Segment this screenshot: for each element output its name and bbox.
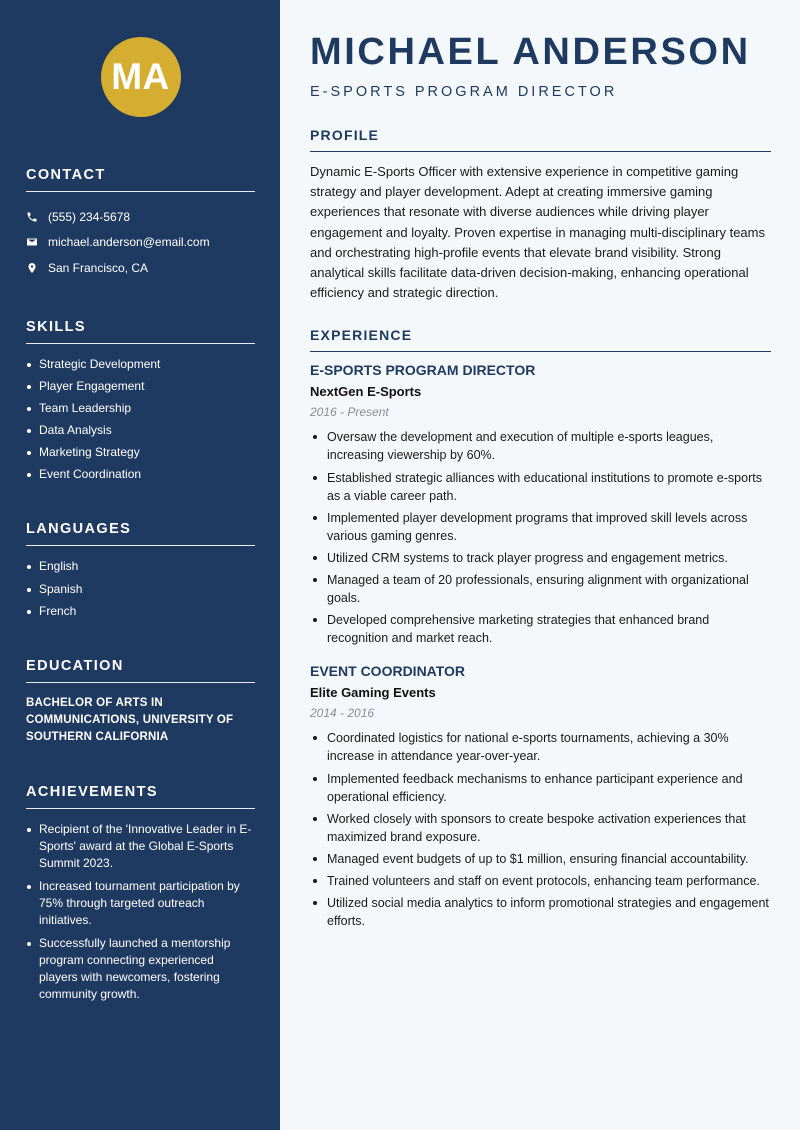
job-bullet: Oversaw the development and execution of multiple e-sports leagues, increasing viewership by 60%. xyxy=(310,428,771,464)
job-bullet: Worked closely with sponsors to create bespoke activation experiences that maximized brand exposure. xyxy=(310,810,771,846)
skill-item: Player Engagement xyxy=(26,378,255,395)
profile-section xyxy=(310,127,771,303)
job-entry xyxy=(310,362,771,647)
achievement-item: Increased tournament participation by 75% through targeted outreach initiatives. xyxy=(26,878,255,929)
profile-text: Dynamic E-Sports Officer with extensive experience in competitive gaming strategy and player development. Adept at creating immersive gaming experiences that resonate with diverse audiences while driving player engagement and loyalty. Proven expertise in managing multi-disciplinary teams and orchestrating high-profile events that elevate brand visibility. Strong analytical skills facilitate data-driven decision-making, enhancing operational efficiency and strategic direction. xyxy=(310,164,765,301)
achievements-heading: ACHIEVEMENTS xyxy=(26,784,255,809)
profile-heading: PROFILE xyxy=(310,127,771,152)
contact-location xyxy=(26,255,255,281)
job-bullet: Managed a team of 20 professionals, ensuring alignment with organizational goals. xyxy=(310,571,771,607)
achievement-item: Recipient of the 'Innovative Leader in E-Sports' award at the Global E-Sports Summit 2023. xyxy=(26,821,255,872)
phone-text: (555) 234-5678 xyxy=(48,209,131,224)
mail-icon xyxy=(26,236,38,248)
job-company: NextGen E-Sports xyxy=(310,384,422,400)
education-section xyxy=(26,658,255,747)
contact-email xyxy=(26,230,255,256)
job-bullet: Established strategic alliances with educational institutions to promote e-sports as a viable career path. xyxy=(310,469,771,505)
job-bullet: Trained volunteers and staff on event protocols, enhancing team performance. xyxy=(310,872,771,890)
email-text: michael.anderson@email.com xyxy=(48,235,210,250)
contact-section xyxy=(26,167,255,281)
job-bullet: Implemented player development programs that improved skill levels across various gaming genres. xyxy=(310,509,771,545)
contact-heading: CONTACT xyxy=(26,167,255,192)
job-title: EVENT COORDINATOR xyxy=(310,663,466,680)
education-degree: BACHELOR OF ARTS IN COMMUNICATIONS, UNIVERSITY OF SOUTHERN CALIFORNIA xyxy=(26,696,234,744)
location-text: San Francisco, CA xyxy=(48,260,149,275)
location-pin-icon xyxy=(26,262,38,274)
job-bullet: Implemented feedback mechanisms to enhance participant experience and operational efficiency. xyxy=(310,770,771,806)
skills-heading: SKILLS xyxy=(26,319,255,344)
job-company: Elite Gaming Events xyxy=(310,685,436,701)
skill-item: Team Leadership xyxy=(26,400,255,417)
main-content xyxy=(280,0,800,1130)
languages-list xyxy=(26,558,255,619)
job-entry xyxy=(310,663,771,930)
sidebar xyxy=(0,0,280,1130)
skill-item: Marketing Strategy xyxy=(26,444,255,461)
experience-heading: EXPERIENCE xyxy=(310,327,771,352)
skill-item: Strategic Development xyxy=(26,356,255,373)
language-item: French xyxy=(26,603,255,620)
skill-item: Data Analysis xyxy=(26,422,255,439)
achievements-list xyxy=(26,821,255,1003)
achievement-item: Successfully launched a mentorship program connecting experienced players with newcomers, fostering community growth. xyxy=(26,935,255,1003)
job-dates: 2014 - 2016 xyxy=(310,706,375,721)
candidate-title: E-SPORTS PROGRAM DIRECTOR xyxy=(310,84,618,100)
job-bullets xyxy=(310,729,771,930)
language-item: English xyxy=(26,558,255,575)
job-bullet: Coordinated logistics for national e-sports tournaments, achieving a 30% increase in attendance year-over-year. xyxy=(310,729,771,765)
skills-section xyxy=(26,319,255,484)
education-heading: EDUCATION xyxy=(26,658,255,683)
job-bullet: Utilized social media analytics to inform promotional strategies and engagement efforts. xyxy=(310,894,771,930)
skill-item: Event Coordination xyxy=(26,466,255,483)
job-dates: 2016 - Present xyxy=(310,405,389,420)
experience-section xyxy=(310,327,771,930)
job-title: E-SPORTS PROGRAM DIRECTOR xyxy=(310,362,536,379)
job-bullet: Utilized CRM systems to track player progress and engagement metrics. xyxy=(310,549,771,567)
skills-list xyxy=(26,356,255,484)
language-item: Spanish xyxy=(26,581,255,598)
languages-heading: LANGUAGES xyxy=(26,521,255,546)
avatar xyxy=(101,37,181,117)
job-bullets xyxy=(310,428,771,647)
avatar-initials: MA xyxy=(111,56,170,97)
languages-section xyxy=(26,521,255,619)
job-bullet: Managed event budgets of up to $1 million, ensuring financial accountability. xyxy=(310,850,771,868)
phone-icon xyxy=(26,211,38,223)
job-bullet: Developed comprehensive marketing strategies that enhanced brand recognition and market reach. xyxy=(310,611,771,647)
contact-phone xyxy=(26,204,255,230)
achievements-section xyxy=(26,784,255,1003)
candidate-name: MICHAEL ANDERSON xyxy=(310,31,751,73)
